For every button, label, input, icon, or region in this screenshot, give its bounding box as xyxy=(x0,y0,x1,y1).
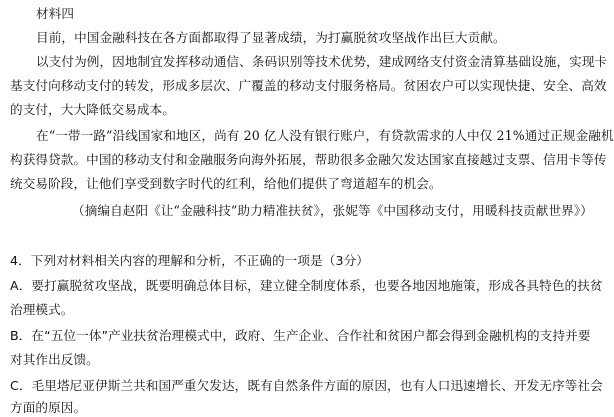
material-paragraph-line: 构获得贷款。中国的移动支付和金融服务向海外拓展，帮助很多金融欠发达国家直接越过支票、信用卡等传 xyxy=(10,152,607,167)
option-c-continued: 方面的原因。 xyxy=(10,400,87,415)
material-paragraph-line: 在“一带一路”沿线国家和地区，尚有 20 亿人没有银行账户，有贷款需求的人中仅 21%通过正规金融机 xyxy=(36,128,614,143)
material-paragraph-line: 目前，中国金融科技在各方面都取得了显著成绩，为打赢脱贫攻坚战作出巨大贡献。 xyxy=(36,30,506,45)
material-citation: （摘编自赵阳《让“金融科技”助力精准扶贫》，张妮等《中国移动支付，用暖科技贡献世界》） xyxy=(72,203,593,218)
material-title: 材料四 xyxy=(36,6,75,21)
option-b: B．在“五位一体”产业扶贫治理模式中，政府、生产企业、合作社和贫困户都会得到金融机构的支持并要 xyxy=(10,328,591,343)
option-a: A．要打赢脱贫攻坚战，既要明确总体目标，建立健全制度体系，也要各地因地施策，形成各具特色的扶贫 xyxy=(10,278,603,293)
option-a-continued: 治理模式。 xyxy=(10,302,74,317)
question-stem: 4．下列对材料相关内容的理解和分析，不正确的一项是（3分） xyxy=(10,253,369,268)
material-paragraph-line: 以支付为例，因地制宜发挥移动通信、条码识别等技术优势，建成网络支付资金清算基础设施，实现卡 xyxy=(36,54,608,69)
option-c: C．毛里塔尼亚伊斯兰共和国严重欠发达，既有自然条件方面的原因，也有人口迅速增长、开发无序等社会 xyxy=(10,378,603,393)
material-paragraph-line: 的支付，大大降低交易成本。 xyxy=(10,102,176,117)
material-paragraph-line: 基支付向移动支付的转发，形成多层次、广覆盖的移动支付服务格局。贫困农户可以实现快捷、安全、高效 xyxy=(10,78,607,93)
option-b-continued: 对其作出反馈。 xyxy=(10,352,99,367)
material-paragraph-line: 统交易阶段，让他们享受到数字时代的红利，给他们提供了弯道超车的机会。 xyxy=(10,176,442,191)
